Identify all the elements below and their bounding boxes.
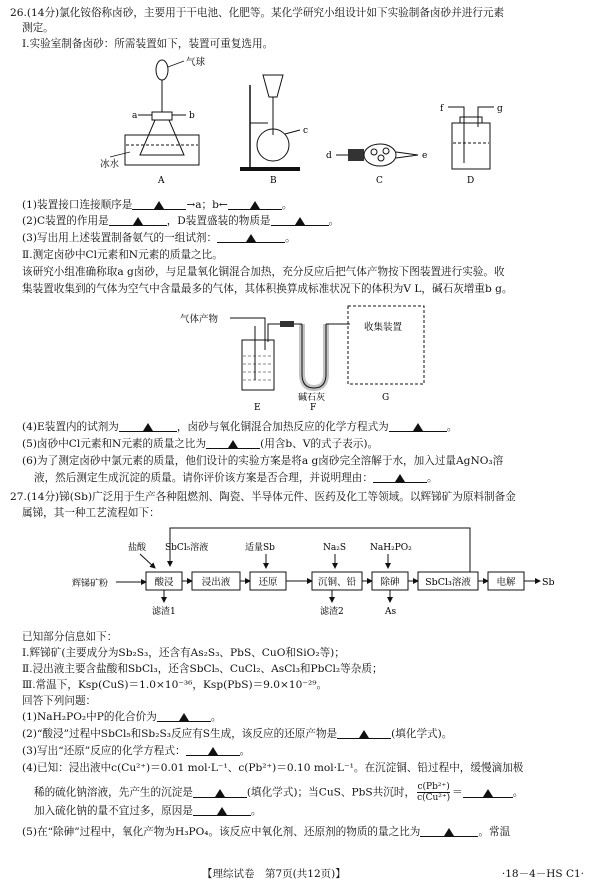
q27-question-5: (5)在“除砷”过程中，氧化产物为H₃PO₄。该反应中氧化剂、还原剂的物质的量之比为 。常温 xyxy=(22,826,511,838)
answer-marker-icon xyxy=(246,234,256,242)
q26-question-2: (2)C装置的作用是 ，D装置盛装的物质是 。 xyxy=(22,215,340,227)
q26-part2-line2: 集装置收集到的气体为空气中含量最多的气体，其体积换算成标准状况下的体积为V L，碱石灰增重b g。 xyxy=(22,283,513,295)
answer-marker-icon xyxy=(395,474,405,482)
soda-lime-label: 碱石灰 xyxy=(298,393,326,403)
answer-marker-icon xyxy=(359,730,369,738)
q26-question-4: (4)E装置内的试剂为 ，卤砂与氧化铜混合加热反应的化学方程式为 。 xyxy=(22,421,458,433)
answer-marker-icon xyxy=(228,440,238,448)
reagent-sbcl5: SbCl₅溶液 xyxy=(165,543,209,553)
q27-intro-line2: 属锑，其一种工艺流程如下： xyxy=(22,507,160,519)
q26-question-5: (5)卤砂中Cl元素和N元素的质量之比为 (用含b、V的式子表示)。 xyxy=(22,438,379,450)
port-f: f xyxy=(440,104,444,114)
apparatus-c xyxy=(326,144,427,186)
q26-intro-line2: 测定。 xyxy=(22,22,54,34)
q27-question-4-line2: 稀的硫化钠溶液，先产生的沉淀是 (填化学式)；当CuS、PbS共沉时， $\frac{\text{c(Pb²⁺)}}{\text{c(Cu²⁺)}}$ ＝ 。 xyxy=(34,782,524,803)
port-a: a xyxy=(132,111,138,121)
label-f: F xyxy=(310,403,317,412)
svg-text:酸浸: 酸浸 xyxy=(154,577,174,588)
answer-marker-icon xyxy=(133,217,143,225)
ice-water-label: 冰水 xyxy=(100,159,120,170)
residue-2: 滤渣2 xyxy=(320,607,344,617)
port-e: e xyxy=(422,151,428,161)
answer-marker-icon xyxy=(413,423,423,431)
q27-info-1: Ⅰ.辉锑矿(主要成分为Sb₂S₃，还含有As₂S₃、PbS、CuO和SiO₂等)； xyxy=(22,647,345,659)
reagent-nah2po2: NaH₂PO₂ xyxy=(370,543,412,553)
q27-known-title: 已知部分信息如下： xyxy=(22,631,118,643)
q27-question-4-line1: (4)已知：浸出液中c(Cu²⁺)＝0.01 mol·L⁻¹、c(Pb²⁺)＝0.10 mol·L⁻¹。在沉淀铜、铅过程中，缓慢滴加极 xyxy=(22,762,524,774)
label-g: G xyxy=(382,393,390,403)
apparatus-g xyxy=(348,306,424,384)
process-flow-diagram xyxy=(70,522,560,624)
q26-question-3: (3)写出用上述装置制备氨气的一组试剂： 。 xyxy=(22,232,296,244)
apparatus-a xyxy=(100,56,206,186)
q27-question-2: (2)“酸浸”过程中SbCl₅和Sb₂S₃反应有S生成，该反应的还原产物是 (填化学式)。 xyxy=(22,728,453,740)
svg-text:还原: 还原 xyxy=(258,577,278,588)
answer-marker-icon xyxy=(154,201,164,209)
answer-marker-icon xyxy=(143,423,153,431)
answer-marker-icon xyxy=(179,713,189,721)
apparatus-e xyxy=(242,340,274,390)
q27-info-2: Ⅱ.浸出液主要含盐酸和SbCl₃，还含SbCl₅、CuCl₂、AsCl₃和PbCl₂等杂质； xyxy=(22,663,383,675)
port-b: b xyxy=(189,111,195,121)
q27-question-4-line3: 加入硫化钠的量不宜过多，原因是 。 xyxy=(34,805,262,817)
q27-answer-title: 回答下列问题： xyxy=(22,695,97,707)
q27-question-1: (1)NaH₂PO₂中P的化合价为 。 xyxy=(22,711,222,723)
q27-info-3: Ⅲ.常温下，Ksp(CuS)＝1.0×10⁻³⁶，Ksp(PbS)＝9.0×10⁻²⁹。 xyxy=(22,679,328,691)
q26-question-6-line1: (6)为了测定卤砂中氯元素的质量，他们设计的实验方案是将a g卤砂完全溶解于水，加入过量AgNO₃溶 xyxy=(22,455,504,467)
answer-marker-icon xyxy=(208,747,218,755)
port-d: d xyxy=(326,151,332,161)
apparatus-b xyxy=(240,75,308,186)
gas-product-label: 气体产物 xyxy=(180,314,219,325)
label-c: C xyxy=(376,176,383,186)
answer-marker-icon xyxy=(444,828,454,836)
balloon-label: 气球 xyxy=(186,57,206,68)
output-as: As xyxy=(385,607,397,617)
label-d: D xyxy=(467,176,475,186)
apparatus-f xyxy=(302,324,326,388)
svg-text:除砷: 除砷 xyxy=(380,577,400,588)
q27-intro-line1: 27.(14分)锑(Sb)广泛用于生产各种阻燃剂、陶瓷、半导体元件、医药及化工等领域。以辉锑矿为原料制备金 xyxy=(10,491,516,503)
q26-intro-line1: 26.(14分)氯化铵俗称卤砂，主要用于干电池、化肥等。某化学研究小组设计如下实验制备卤砂并进行元素 xyxy=(10,7,505,19)
svg-text:沉铜、铅: 沉铜、铅 xyxy=(317,577,357,588)
q26-part1-title: Ⅰ.实验室制备卤砂：所需装置如下，装置可重复选用。 xyxy=(22,38,274,50)
answer-marker-icon xyxy=(217,807,227,815)
q26-question-1: (1)装置接口连接顺序是 →a；b← 。 xyxy=(22,199,293,211)
svg-text:浸出液: 浸出液 xyxy=(201,577,231,588)
answer-marker-icon xyxy=(250,201,260,209)
q27-question-3: (3)写出“还原”反应的化学方程式： 。 xyxy=(22,745,251,757)
answer-marker-icon xyxy=(483,789,493,797)
q26-question-6-line2: 液，然后测定生成沉淀的质量。请你评价该方案是否合理，并说明理由： 。 xyxy=(34,472,438,484)
collection-device-label: 收集装置 xyxy=(364,322,403,333)
page-footer-title: 【理综试卷 第7页(共12页)】 xyxy=(202,868,346,880)
apparatus-d xyxy=(440,104,503,186)
reagent-sb: 适量Sb xyxy=(245,543,275,553)
apparatus-a-to-d xyxy=(100,55,520,190)
port-g: g xyxy=(497,104,503,114)
q26-part2-line1: 该研究小组准确称取a g卤砂，与足量氧化铜混合加热，充分反应后把气体产物按下图装置进行实验。收 xyxy=(22,266,505,278)
answer-marker-icon xyxy=(295,217,305,225)
port-c: c xyxy=(303,126,309,136)
residue-1: 滤渣1 xyxy=(152,607,176,617)
label-b: B xyxy=(270,176,277,186)
label-e: E xyxy=(254,403,261,412)
apparatus-e-to-g xyxy=(180,300,440,412)
reagent-hcl: 盐酸 xyxy=(128,543,147,553)
reagent-na2s: Na₂S xyxy=(323,543,347,553)
svg-text:SbCl₃溶液: SbCl₃溶液 xyxy=(425,577,471,588)
label-a: A xyxy=(158,176,165,186)
raw-material: 辉锑矿粉 xyxy=(72,579,109,589)
page-footer-code: ·18－4－HS C1· xyxy=(501,868,584,880)
q26-part2-title: Ⅱ.测定卤砂中Cl元素和N元素的质量之比。 xyxy=(22,249,223,261)
product-sb: Sb xyxy=(542,577,555,588)
svg-text:电解: 电解 xyxy=(496,577,516,588)
concentration-ratio-fraction: $\frac{\text{c(Pb²⁺)}}{\text{c(Cu²⁺)}}$ xyxy=(417,782,451,803)
answer-marker-icon xyxy=(215,789,225,797)
